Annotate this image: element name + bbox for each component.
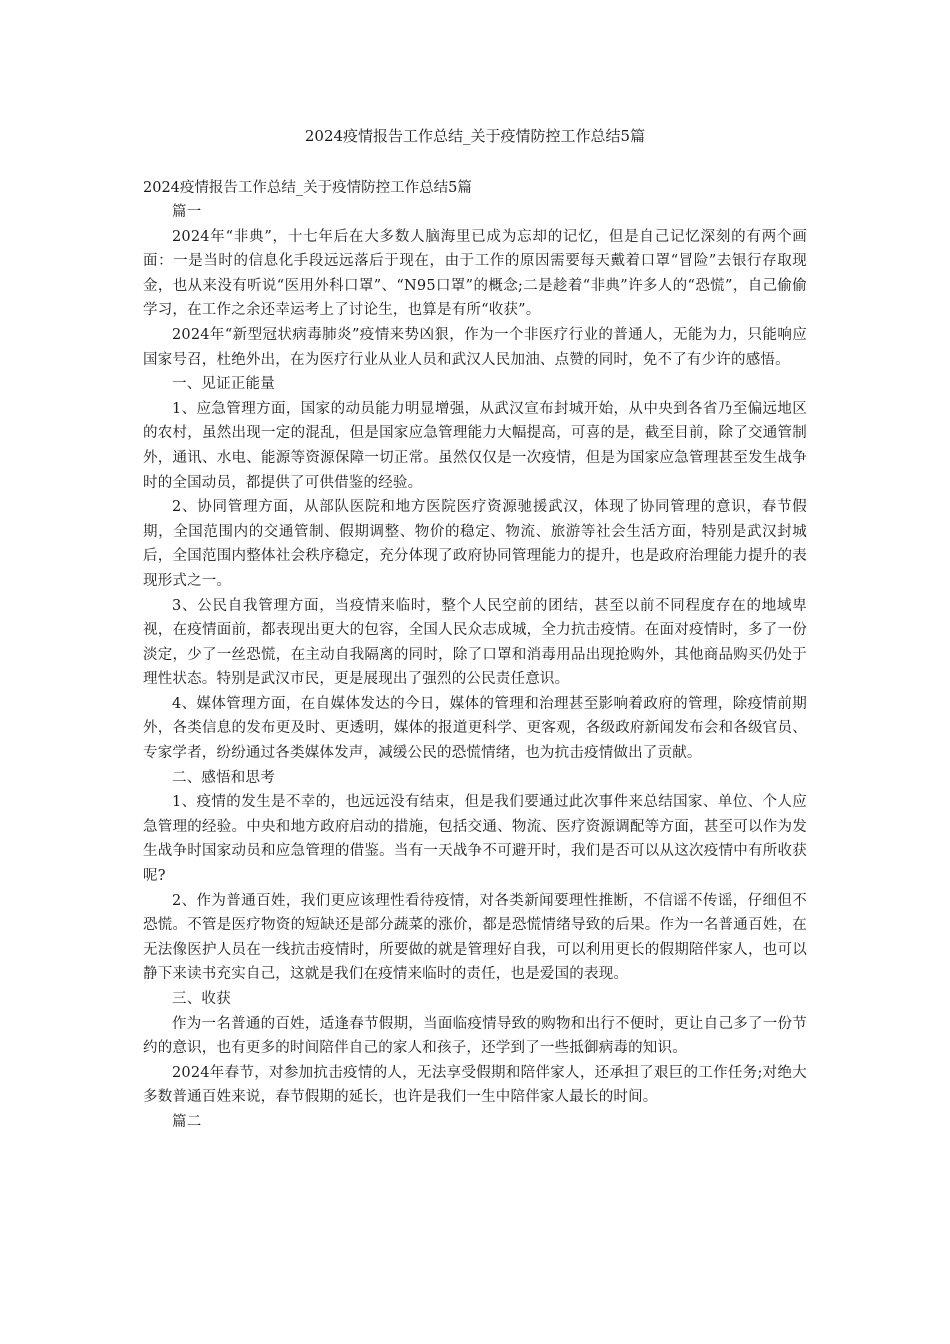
section-heading: 二、感悟和思考 [172,769,275,786]
paragraph: 2024年春节，对参加抗击疫情的人，无法享受假期和陪伴家人，还承担了艰巨的工作任务;对绝大多数普通百姓来说，春节假期的延长，也许是我们一生中陪伴家人最长的时间。 [143,1064,807,1106]
document-body [143,176,807,1135]
section-heading: 一、见证正能量 [172,376,275,393]
paragraph: 4、媒体管理方面，在自媒体发达的今日，媒体的管理和治理甚至影响着政府的管理，除疫情前期外，各类信息的发布更及时、更透明，媒体的报道更科学、更客观，各级政府新闻发布会和各级官员、专家学者，纷纷通过各类媒体发声，减缓公民的恐慌情绪，也为抗击疫情做出了贡献。 [143,695,807,762]
paragraph: 2024年“新型冠状病毒肺炎”疫情来势凶狠，作为一个非医疗行业的普通人，无能为力，只能响应国家号召，杜绝外出，在为医疗行业从业人员和武汉人民加油、点赞的同时，免不了有少许的感悟。 [143,326,807,368]
paragraph: 2、作为普通百姓，我们更应该理性看待疫情，对各类新闻要理性推断，不信谣不传谣，仔细但不恐慌。不管是医疗物资的短缺还是部分蔬菜的涨价，都是恐慌情绪导致的后果。作为一名普通百姓，在无法像医护人员在一线抗击疫情时，所要做的就是管理好自我，可以利用更长的假期陪伴家人，也可以静下来读书充实自己，这就是我们在疫情来临时的责任，也是爱国的表现。 [143,892,807,983]
section-heading-part-two: 篇二 [172,1113,202,1130]
section-heading-part-one: 篇一 [172,204,202,220]
paragraph: 2024年“非典”，十七年后在大多数人脑海里已成为忘却的记忆，但是自己记忆深刻的有两个画面：一是当时的信息化手段远远落后于现在，由于工作的原因需要每天戴着口罩“冒险”去银行存取现金，也从来没有听说“医用外科口罩”、“N95口罩”的概念;二是趁着“非典”许多人的“恐慌”，自己偷偷学习，在工作之余还幸运考上了讨论生，也算是有所“收获”。 [143,228,807,319]
paragraph: 作为一名普通的百姓，适逢春节假期，当面临疫情导致的购物和出行不便时，更让自己多了一份节约的意识，也有更多的时间陪伴自己的家人和孩子，还学到了一些抵御病毒的知识。 [143,1015,807,1057]
paragraph: 1、疫情的发生是不幸的，也远远没有结束，但是我们要通过此次事件来总结国家、单位、个人应急管理的经验。中央和地方政府启动的措施，包括交通、物流、医疗资源调配等方面，甚至可以作为发生战争时国家动员和应急管理的借鉴。当有一天战争不可避开时，我们是否可以从这次疫情中有所收获呢? [143,794,807,885]
section-heading: 三、收获 [172,991,231,1007]
paragraph: 2、协同管理方面，从部队医院和地方医院医疗资源驰援武汉，体现了协同管理的意识，春节假期，全国范围内的交通管制、假期调整、物价的稳定、物流、旅游等社会生活方面，特别是武汉封城后，全国范围内整体社会秩序稳定，充分体现了政府协同管理能力的提升，也是政府治理能力提升的表现形式之一。 [143,499,807,589]
document-title: 2024疫情报告工作总结_关于疫情防控工作总结5篇 [304,127,646,145]
document-subtitle: 2024疫情报告工作总结_关于疫情防控工作总结5篇 [143,180,472,196]
paragraph: 1、应急管理方面，国家的动员能力明显增强，从武汉宣布封城开始，从中央到各省乃至偏远地区的农村，虽然出现一定的混乱，但是国家应急管理能力大幅提高，可喜的是，截至目前，除了交通管制外，通讯、水电、能源等资源保障一切正常。虽然仅仅是一次疫情，但是为国家应急管理甚至发生战争时的全国动员，都提供了可供借鉴的经验。 [143,400,807,491]
paragraph: 3、公民自我管理方面，当疫情来临时，整个人民空前的团结，甚至以前不同程度存在的地域卑视，在疫情面前，都表现出更大的包容，全国人民众志成城，全力抗击疫情。在面对疫情时，多了一份淡定，少了一丝恐慌，在主动自我隔离的同时，除了口罩和消毒用品出现抢购外，其他商品购买仍处于理性状态。特别是武汉市民，更是展现出了强烈的公民责任意识。 [143,597,807,688]
